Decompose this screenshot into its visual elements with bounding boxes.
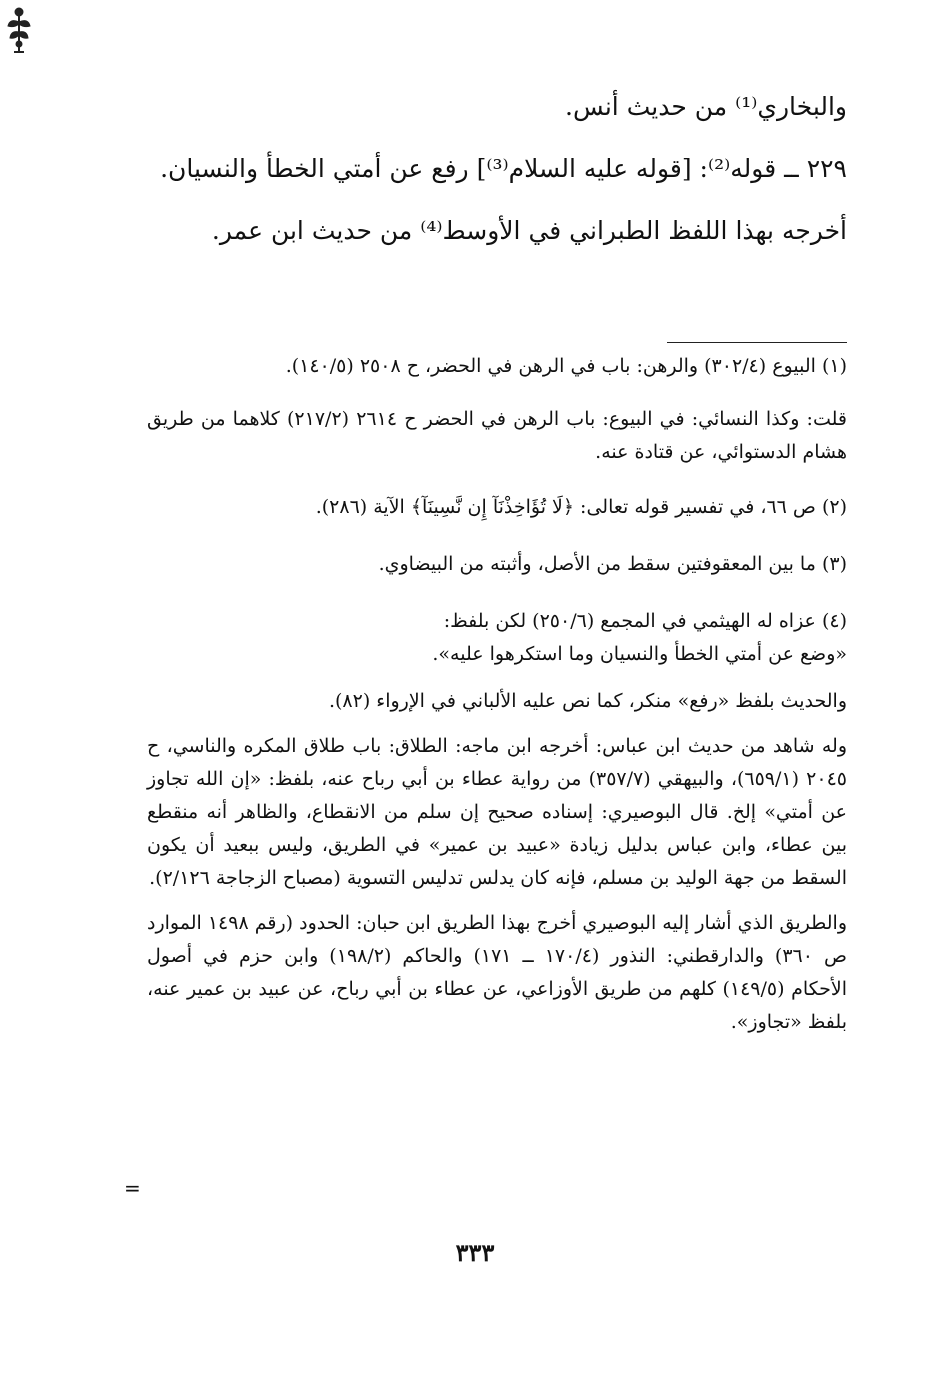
body-tabarani: أخرجه بهذا اللفظ الطبراني في الأوسط⁽⁴⁾ من حديث ابن عمر.: [211, 216, 847, 245]
continuation-mark: =: [124, 1176, 141, 1200]
footnote-2: (٢) ص ٦٦، في تفسير قوله تعالى: ﴿لَا تُؤَاخِذْنَآ إِن نَّسِينَآ﴾ الآية (٢٨٦).: [315, 496, 847, 518]
footnote-1: (١) البيوع (٣٠٢/٤) والرهن: باب في الرهن في الحضر، ح ٢٥٠٨ (١٤٠/٥).: [285, 355, 847, 377]
page-number: ٣٣٣: [455, 1238, 495, 1267]
footnote-4-albani: والحديث بلفظ «رفع» منكر، كما نص عليه الألباني في الإرواء (٨٢).: [328, 690, 847, 712]
footnote-4-witness: وله شاهد من حديث ابن عباس: أخرجه ابن ماجه: الطلاق: باب طلاق المكره والناسي، ح ٢٠٤٥ (٦٥٩/١)، والبيهقي (٣٥٧/٧) من رواية عطاء بن أبي رباح عنه، بلفظ: «إن الله تجاوز عن أمتي» إلخ. قال البوصيري: إسناده صحيح إن سلم من الانقطاع، والظاهر أنه منقطع بين عطاء، وابن عباس بدليل زيادة «عبيد بن عمير» في الطريق، وليس ببعيد أن يكون السقط من جهة الوليد بن مسلم، فإنه كان يدلس تدليس التسوية (مصباح الزجاجة ٢/١٢٦).: [147, 735, 847, 889]
body-line-bukhari: والبخاري⁽¹⁾ من حديث أنس.: [565, 92, 847, 121]
main-text: [147, 82, 847, 256]
footnote-4: (٤) عزاه له الهيثمي في المجمع (٢٥٠/٦) لكن بلفظ:: [443, 610, 847, 632]
footnote-4-chain: والطريق الذي أشار إليه البوصيري أخرج بهذا الطريق ابن حبان: الحدود (رقم ١٤٩٨ الموارد ص ٣٦٠) والدارقطني: النذور (١٧٠/٤ ــ ١٧١) والحاكم (١٩٨/٢) وابن حزم في أصول الأحكام (١٤٩/٥) كلهم من طريق الأوزاعي، عن عطاء بن أبي رباح، عن عبيد بن عمير عنه، بلفظ «تجاوز».: [147, 912, 848, 1033]
footnotes: [147, 350, 847, 1039]
body-hadith-229: ٢٢٩ ــ قوله⁽²⁾: [قوله عليه السلام⁽³⁾] رفع عن أمتي الخطأ والنسيان.: [160, 154, 847, 183]
footnote-3: (٣) ما بين المعقوفتين سقط من الأصل، وأثبته من البيضاوي.: [378, 553, 847, 575]
floral-ornament-icon: [4, 2, 34, 58]
footnote-4-quote: «وضع عن أمتي الخطأ والنسيان وما استكرهوا عليه».: [432, 643, 847, 665]
footnote-separator: [667, 342, 847, 343]
footnote-1-continuation: قلت: وكذا النسائي: في البيوع: باب الرهن في الحضر ح ٢٦١٤ (٢١٧/٢) كلاهما من طريق هشام الدستوائي، عن قتادة عنه.: [147, 408, 847, 463]
